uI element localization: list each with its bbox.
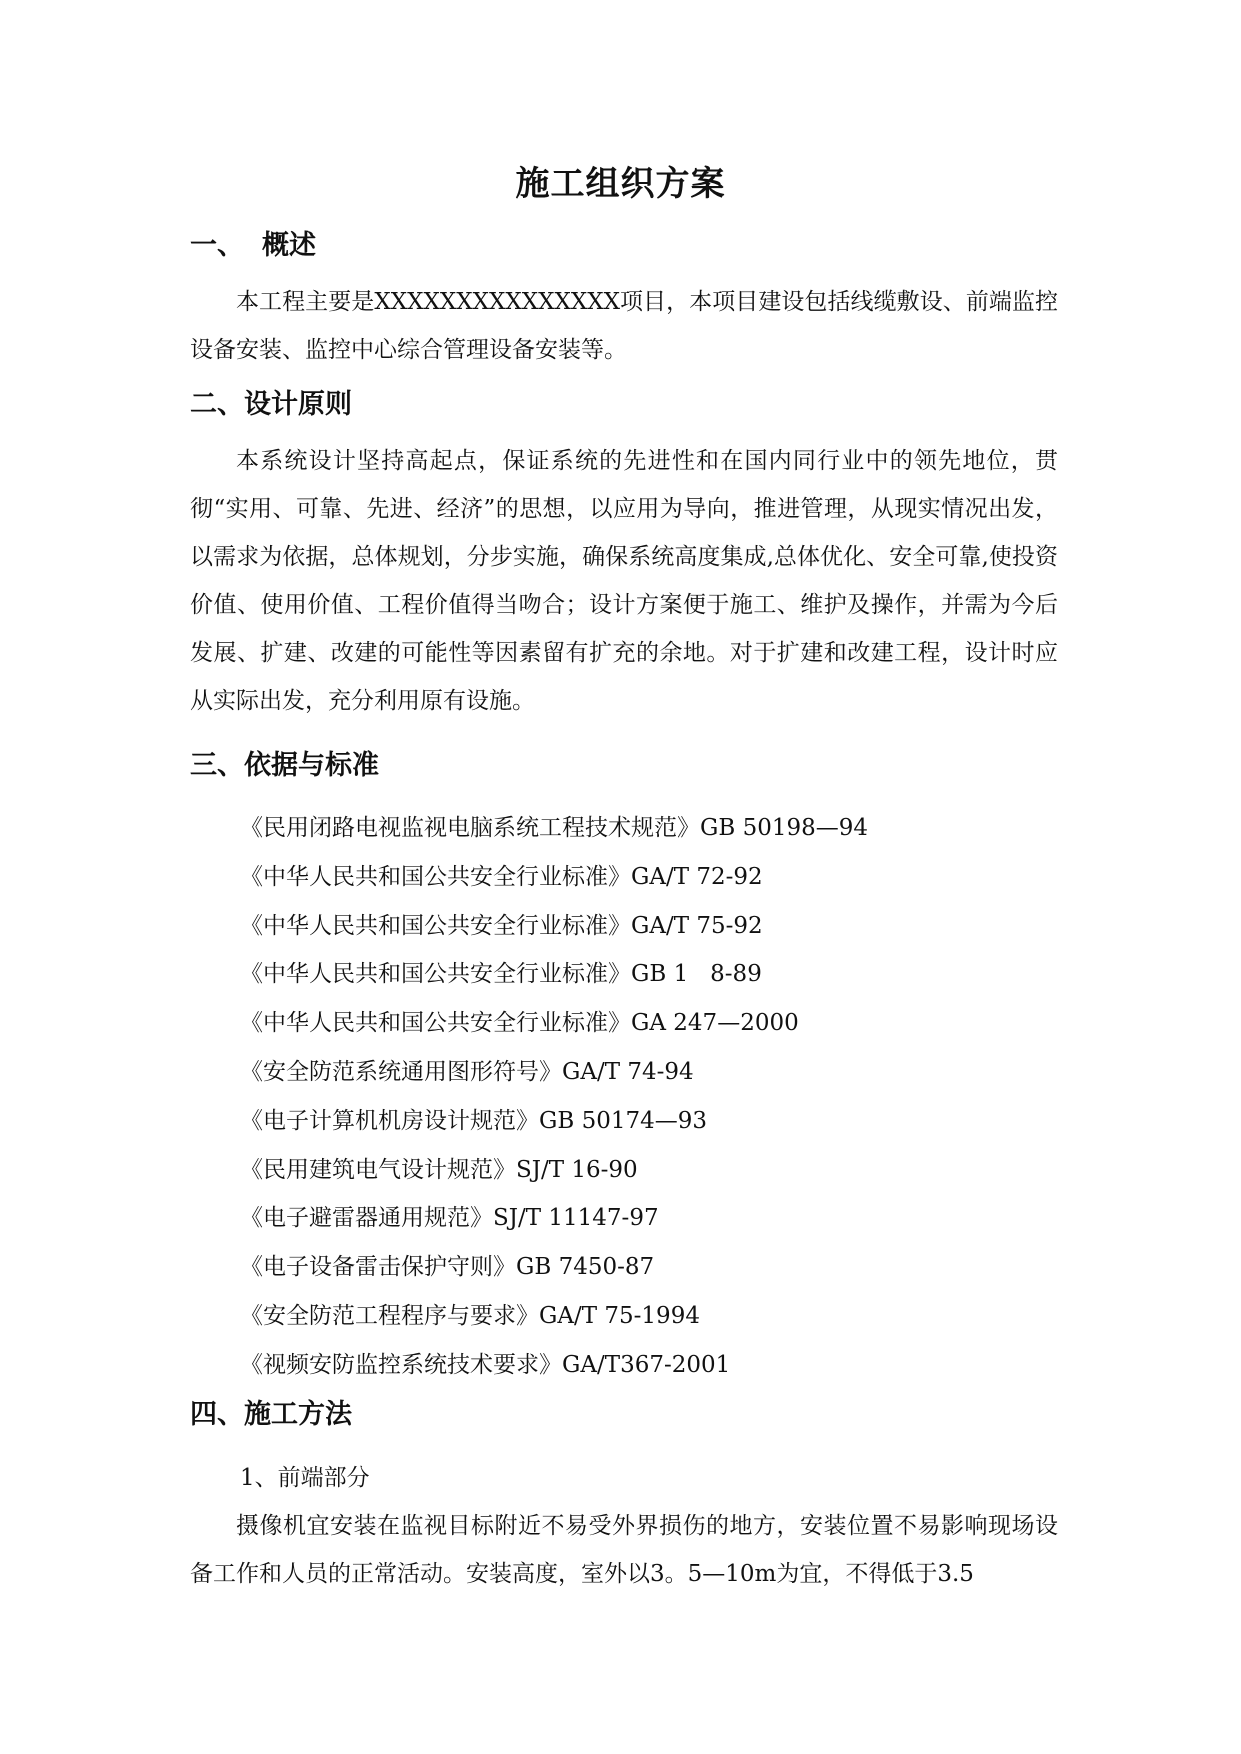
overview-paragraph: 本工程主要是XXXXXXXXXXXXXXX项目，本项目建设包括线缆敷设、前端监控设备安装、监控中心综合管理设备安装等。 [190, 289, 1058, 363]
standard-item: 《中华人民共和国公共安全行业标准》GB 1 8-89 [240, 961, 762, 988]
section-heading-text: 施工方法 [244, 1399, 352, 1430]
standard-item: 《中华人民共和国公共安全行业标准》GA/T 72-92 [240, 863, 763, 890]
standard-item: 《民用闭路电视监视电脑系统工程技术规范》GB 50198—94 [240, 815, 869, 841]
section-heading-overview [190, 226, 316, 266]
section-number: 一、 [190, 230, 244, 261]
section-heading-design-principles [190, 385, 352, 425]
section-heading-construction-method [190, 1395, 352, 1435]
section-heading-text: 设计原则 [244, 389, 352, 420]
standard-item: 《安全防范工程程序与要求》GA/T 75-1994 [240, 1302, 700, 1329]
section-heading-text: 依据与标准 [244, 750, 379, 781]
standard-item: 《安全防范系统通用图形符号》GA/T 74-94 [240, 1058, 694, 1085]
standards-list [240, 804, 868, 1390]
standard-item: 《电子避雷器通用规范》SJ/T 11147-97 [240, 1205, 659, 1232]
section-number: 二、 [190, 389, 244, 420]
standard-item: 《电子计算机机房设计规范》GB 50174—93 [240, 1107, 708, 1134]
document-title: 施工组织方案 [515, 164, 726, 204]
standard-item: 《视频安防监控系统技术要求》GA/T367-2001 [240, 1351, 731, 1378]
section-number: 三、 [190, 750, 244, 781]
section-heading-text: 概述 [262, 230, 316, 261]
section-heading-standards [190, 746, 379, 786]
design-principles-paragraph: 本系统设计坚持高起点，保证系统的先进性和在国内同行业中的领先地位，贯彻“实用、可靠、先进、经济”的思想，以应用为导向，推进管理，从现实情况出发，以需求为依据，总体规划，分步实施，确保系统高度集成,总体优化、安全可靠,使投资价值、使用价值、工程价值得当吻合；设计方案便于施工、维护及操作，并需为今后发展、扩建、改建的可能性等因素留有扩充的余地。对于扩建和改建工程，设计时应从实际出发，充分利用原有设施。 [190, 448, 1058, 714]
standard-item: 《中华人民共和国公共安全行业标准》GA/T 75-92 [240, 912, 763, 939]
section-number: 四、 [190, 1399, 244, 1430]
standard-item: 《民用建筑电气设计规范》SJ/T 16-90 [240, 1156, 638, 1183]
standard-item: 《电子设备雷击保护守则》GB 7450-87 [240, 1254, 655, 1281]
standard-item: 《中华人民共和国公共安全行业标准》GA 247—2000 [240, 1010, 799, 1037]
subsection-heading-front-end: 1、前端部分 [240, 1465, 370, 1491]
front-end-paragraph: 摄像机宜安装在监视目标附近不易受外界损伤的地方，安装位置不易影响现场设备工作和人员的正常活动。安装高度，室外以3。5—10m为宜，不得低于3.5 [190, 1513, 1058, 1587]
